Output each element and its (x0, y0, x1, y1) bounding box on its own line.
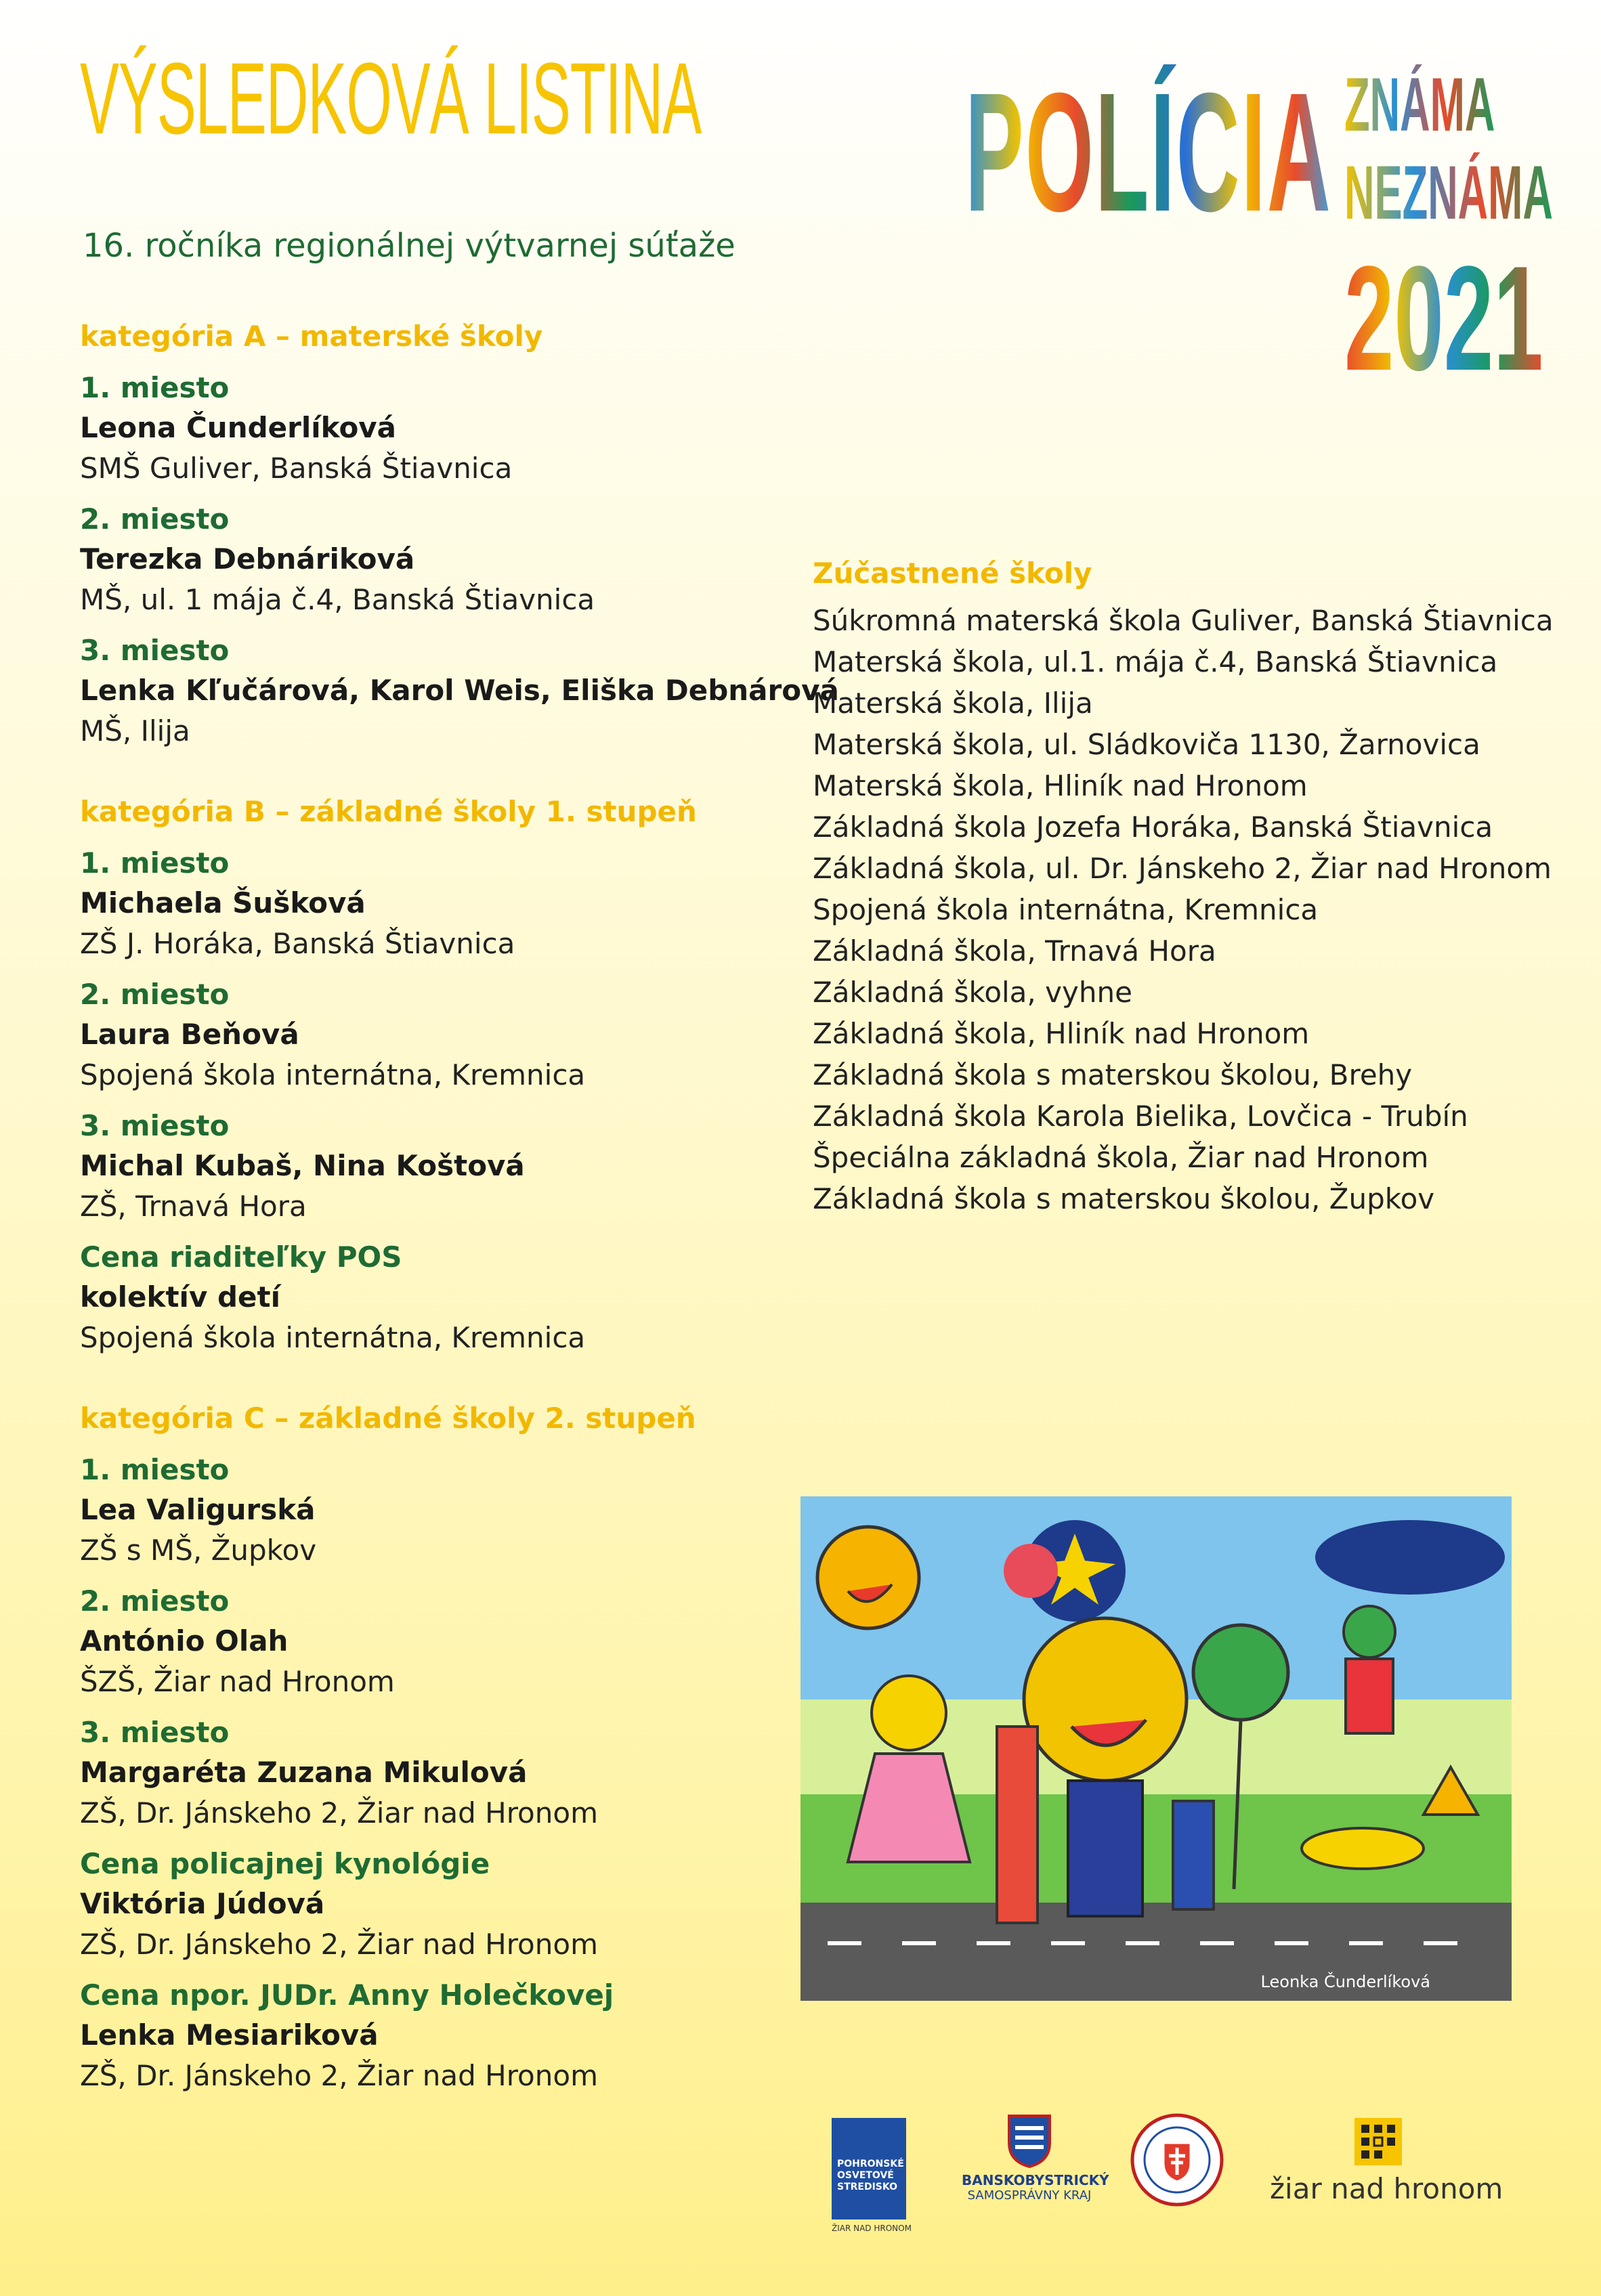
result-entry (80, 1450, 811, 1571)
result-entry (80, 844, 811, 964)
place-label: 3. miesto (80, 1109, 230, 1142)
winner-names: Michaela Šušková (80, 886, 366, 919)
list-item: Základná škola s materskou školou, Brehy (813, 1058, 1413, 1091)
winner-school: SMŠ Guliver, Banská Štiavnica (80, 452, 513, 485)
winner-names: Viktória Júdová (80, 1887, 325, 1920)
place-label: Cena policajnej kynológie (80, 1847, 490, 1880)
winner-school: MŠ, Ilija (80, 714, 190, 748)
winner-names: Lenka Mesiariková (80, 2018, 379, 2052)
page-subtitle: 16. ročníka regionálnej výtvarnej súťaže (83, 227, 735, 265)
category-b-heading: kategória B – základné školy 1. stupeň (80, 795, 697, 828)
pos-logo-subtitle: ŽIAR NAD HRONOM (832, 2224, 912, 2233)
result-entry (80, 1976, 811, 2096)
pos-logo (832, 2118, 912, 2233)
place-label: 2. miesto (80, 502, 230, 536)
place-label: Cena npor. JUDr. Anny Holečkovej (80, 1978, 614, 2012)
list-item: Základná škola, vyhne (813, 976, 1132, 1009)
winner-school: ŠZŠ, Žiar nad Hronom (80, 1665, 395, 1698)
winner-names: Michal Kubaš, Nina Koštová (80, 1149, 525, 1182)
list-item: Súkromná materská škola Guliver, Banská Štiavnica (813, 604, 1554, 637)
brand-year: 2021 (1344, 235, 1543, 402)
winner-school: ZŠ, Trnavá Hora (80, 1190, 307, 1223)
winner-names: kolektív detí (80, 1280, 280, 1314)
category-c-heading: kategória C – základné školy 2. stupeň (80, 1402, 696, 1435)
place-label: 1. miesto (80, 371, 230, 404)
winner-names: António Olah (80, 1624, 289, 1658)
list-item: Základná škola, Trnavá Hora (813, 934, 1216, 968)
pos-logo-mark (832, 2118, 906, 2219)
bbsk-line1: BANSKOBYSTRICKÝ (962, 2172, 1109, 2188)
result-entry (80, 1238, 811, 1358)
list-item: Základná škola Karola Bielika, Lovčica - Trubín (813, 1100, 1468, 1133)
place-label: 2. miesto (80, 978, 230, 1011)
winner-school: ZŠ J. Horáka, Banská Štiavnica (80, 927, 515, 960)
winner-school: ZŠ, Dr. Jánskeho 2, Žiar nad Hronom (80, 2059, 598, 2092)
winner-names: Lenka Kľučárová, Karol Weis, Eliška Debnárová (80, 674, 839, 707)
pos-logo-line: STREDISKO (837, 2182, 898, 2192)
list-item: Špeciálna základná škola, Žiar nad Hronom (813, 1141, 1429, 1174)
result-entry (80, 500, 811, 620)
place-label: 1. miesto (80, 846, 230, 880)
result-entry (80, 1582, 811, 1702)
place-label: 2. miesto (80, 1584, 230, 1618)
ziar-logo (1354, 2118, 1402, 2165)
brand-line2: NEZNÁMA (1344, 150, 1553, 235)
participants-column (813, 554, 1558, 1219)
winner-school: ZŠ, Dr. Jánskeho 2, Žiar nad Hronom (80, 1796, 598, 1829)
drawing-image (800, 1496, 1512, 2001)
police-badge-icon (1130, 2113, 1224, 2207)
winner-school: Spojená škola internátna, Kremnica (80, 1058, 586, 1091)
winner-names: Leona Čunderlíková (80, 411, 397, 444)
list-item: Materská škola, ul. Sládkoviča 1130, Žarnovica (813, 728, 1480, 761)
coat-of-arms-icon (1006, 2113, 1053, 2169)
pos-logo-line: POHRONSKÉ (837, 2159, 904, 2169)
pos-logo-line: OSVETOVÉ (837, 2170, 894, 2181)
winner-names: Terezka Debnáriková (80, 542, 415, 576)
brand-logo (965, 58, 1553, 402)
drawing-caption: Leonka Čunderlíková (1260, 1972, 1430, 1991)
children-drawing (800, 1496, 1512, 2001)
brand-line1: ZNÁMA (1344, 62, 1495, 147)
list-item: Spojená škola internátna, Kremnica (813, 893, 1319, 926)
list-item: Materská škola, ul.1. mája č.4, Banská Štiavnica (813, 645, 1498, 678)
list-item: Základná škola s materskou školou, Župkov (813, 1182, 1435, 1215)
list-item: Materská škola, Ilija (813, 687, 1093, 720)
ziar-grid-icon (1354, 2118, 1402, 2165)
winner-names: Margaréta Zuzana Mikulová (80, 1756, 528, 1789)
place-label: 3. miesto (80, 1716, 230, 1749)
bbsk-logo (962, 2113, 1109, 2203)
list-item: Materská škola, Hliník nad Hronom (813, 769, 1308, 802)
winner-names: Laura Beňová (80, 1018, 299, 1051)
result-entry (80, 631, 839, 752)
result-entry (80, 1713, 811, 1834)
winner-school: ZŠ, Dr. Jánskeho 2, Žiar nad Hronom (80, 1928, 598, 1961)
place-label: Cena riaditeľky POS (80, 1240, 402, 1274)
ziar-logo-text: žiar nad hronom (1270, 2172, 1503, 2205)
winner-school: ZŠ s MŠ, Župkov (80, 1534, 317, 1567)
place-label: 3. miesto (80, 634, 230, 667)
list-item: Základná škola, Hliník nad Hronom (813, 1017, 1310, 1050)
results-column (80, 317, 839, 2107)
winner-school: Spojená škola internátna, Kremnica (80, 1321, 586, 1354)
participants-list (813, 600, 1558, 1219)
result-entry (80, 1844, 811, 1965)
result-entry (80, 975, 811, 1096)
place-label: 1. miesto (80, 1453, 230, 1486)
category-a-heading: kategória A – materské školy (80, 320, 543, 353)
winner-school: MŠ, ul. 1 mája č.4, Banská Štiavnica (80, 583, 595, 616)
participants-heading: Zúčastnené školy (813, 557, 1092, 590)
police-union-logo (1130, 2113, 1224, 2207)
brand-main-text: POLÍCIA (965, 58, 1332, 246)
result-entry (80, 1106, 811, 1227)
bbsk-line2: SAMOSPRÁVNY KRAJ (967, 2188, 1092, 2203)
winner-names: Lea Valigurská (80, 1493, 316, 1526)
list-item: Základná škola, ul. Dr. Jánskeho 2, Žiar nad Hronom (813, 852, 1552, 885)
result-entry (80, 368, 811, 489)
page-title: VÝSLEDKOVÁ LISTINA (80, 41, 702, 155)
list-item: Základná škola Jozefa Horáka, Banská Štiavnica (813, 810, 1493, 844)
